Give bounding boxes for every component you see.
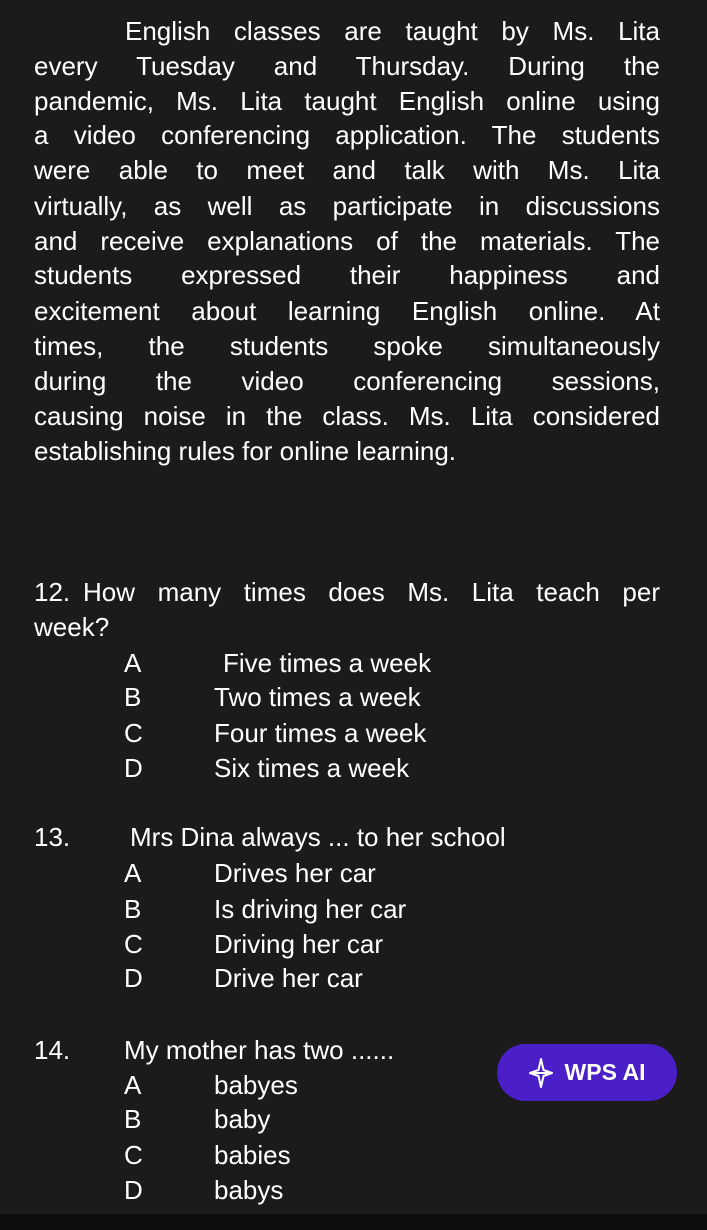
option-text[interactable]: Is driving her car	[214, 894, 407, 924]
question-number: 14.	[34, 1035, 71, 1065]
option-letter: C	[124, 1140, 143, 1170]
passage-line: virtually, as well as participate in discussions	[34, 191, 660, 221]
option-text[interactable]: Drive her car	[214, 963, 363, 993]
question-number: 13.	[34, 822, 71, 852]
passage-line: establishing rules for online learning.	[34, 436, 457, 466]
question-text: How many times does Ms. Lita teach per	[83, 577, 660, 607]
option-text[interactable]: Six times a week	[214, 753, 410, 783]
passage-line: pandemic, Ms. Lita taught English online using	[34, 86, 660, 116]
option-text[interactable]: Driving her car	[214, 929, 384, 959]
option-letter: C	[124, 718, 143, 748]
passage-line: a video conferencing application. The students	[34, 120, 660, 150]
option-letter: D	[124, 1175, 143, 1205]
question-text-cont: week?	[34, 612, 110, 642]
wps-ai-button[interactable]	[497, 1044, 677, 1101]
option-letter: B	[124, 1104, 142, 1134]
option-letter: B	[124, 682, 142, 712]
passage-line: times, the students spoke simultaneously	[34, 331, 660, 361]
passage-line: students expressed their happiness and	[34, 260, 660, 290]
question-number: 12.	[34, 577, 71, 607]
option-letter: A	[124, 858, 142, 888]
question-text: My mother has two ......	[124, 1035, 395, 1065]
passage-line: excitement about learning English online. At	[34, 296, 660, 326]
passage-line: and receive explanations of the materials. The	[34, 226, 660, 256]
option-letter: A	[124, 648, 142, 678]
passage-line: English classes are taught by Ms. Lita	[125, 16, 660, 46]
option-text[interactable]: babies	[214, 1140, 291, 1170]
sparkle-icon	[529, 1058, 553, 1088]
option-letter: D	[124, 753, 143, 783]
option-text[interactable]: Two times a week	[214, 682, 421, 712]
bottom-bar	[0, 1214, 707, 1230]
option-letter: A	[124, 1070, 142, 1100]
passage-line: causing noise in the class. Ms. Lita considered	[34, 401, 660, 431]
option-text[interactable]: Five times a week	[223, 648, 432, 678]
option-letter: B	[124, 894, 142, 924]
option-text[interactable]: Drives her car	[214, 858, 376, 888]
passage-line: were able to meet and talk with Ms. Lita	[34, 155, 660, 185]
option-letter: C	[124, 929, 143, 959]
option-text[interactable]: babys	[214, 1175, 284, 1205]
passage-line: every Tuesday and Thursday. During the	[34, 51, 660, 81]
option-text[interactable]: Four times a week	[214, 718, 427, 748]
option-letter: D	[124, 963, 143, 993]
question-text: Mrs Dina always ... to her school	[130, 822, 506, 852]
wps-ai-label: WPS AI	[564, 1059, 646, 1085]
option-text[interactable]: babyes	[214, 1070, 298, 1100]
passage-line: during the video conferencing sessions,	[34, 366, 660, 396]
option-text[interactable]: baby	[214, 1104, 271, 1134]
